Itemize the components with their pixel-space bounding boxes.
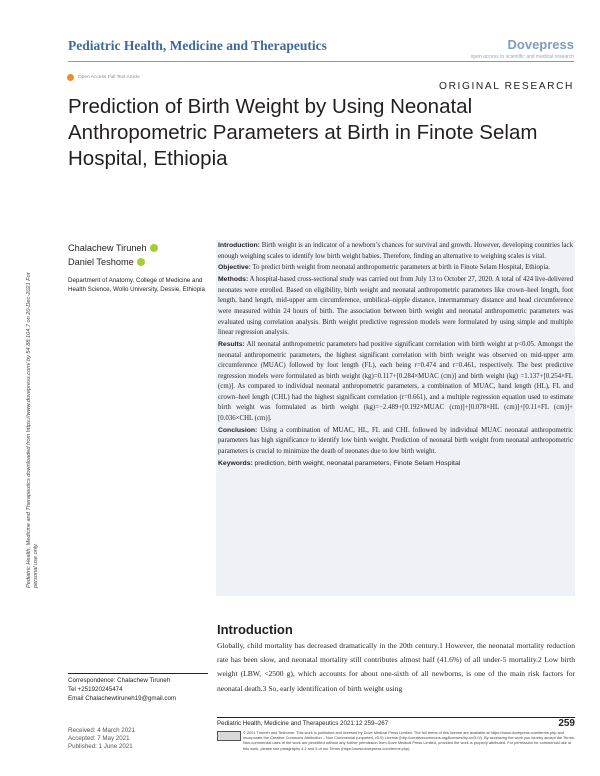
introduction-paragraph: Globally, child mortality has decreased dramatically in the 20th century.1 However, the neonatal mortality reduction rate has been slow, and neonatal mortality still contributes almost half (41.6%) of all under-5 mortality.2 Low birth weight (LBW, <2500 g), which accounts for about one-sixth of all newborns, is one of the main risk factors for neonatal death.3 So, early identification of birth weight using: [217, 641, 575, 693]
abstract-body: Using a combination of MUAC, HL, FL and CHL followed by individual MUAC neonatal anthropometric parameters has high significance to identify low birth weight. Prediction of neonatal birth weight from neonatal anthropometric parameters is crucial to minimize the death of neonates due to low birth weight.: [218, 426, 574, 456]
author-2: [68, 255, 158, 269]
download-notice-text: Pediatric Health, Medicine and Therapeutics downloaded from https://www.dovepress.com/ by 54.88.104.7 on 20-Dec-2021 For personal use only.: [26, 272, 39, 588]
abstract-introduction: [218, 241, 573, 262]
footer-citation[interactable]: Pediatric Health, Medicine and Therapeutics 2021:12 259–267: [217, 720, 389, 727]
page-number: 259: [558, 718, 575, 729]
cc-license-icon[interactable]: [217, 731, 241, 741]
abstract-label: Methods:: [218, 276, 249, 284]
article-type: ORIGINAL RESEARCH: [439, 81, 574, 92]
correspondence-tel: Tel +251920245474: [68, 686, 123, 693]
open-access-icon: [67, 74, 74, 81]
download-notice: [0, 130, 46, 600]
orcid-icon[interactable]: [150, 244, 158, 252]
abstract-label: Introduction:: [218, 242, 260, 249]
introduction-text: [217, 639, 575, 696]
date-accepted: Accepted: 7 May 2021: [68, 735, 130, 743]
abstract-body: To predict birth weight from neonatal anthropometric parameters at birth in Finote Selam Hospital, Ethiopia.: [252, 264, 550, 272]
author-list: [68, 241, 158, 269]
abstract-keywords: [218, 459, 573, 470]
footer-divider: [217, 717, 575, 718]
abstract-box: [216, 240, 575, 596]
correspondence: [68, 673, 208, 703]
orcid-icon[interactable]: [137, 258, 145, 266]
date-received: Received: 4 March 2021: [68, 727, 136, 734]
correspondence-email[interactable]: Email Chalachewtiruneh19@gmail.com: [68, 695, 177, 702]
author-name: Daniel Teshome: [68, 257, 134, 267]
abstract-label: Results:: [218, 340, 245, 348]
abstract-results: [218, 340, 573, 425]
journal-name[interactable]: Pediatric Health, Medicine and Therapeutics: [68, 38, 327, 53]
affiliation: Department of Anatomy, College of Medicine and Health Science, Wollo University, Dessie, Ethiopia: [68, 277, 205, 293]
author-1: [68, 241, 158, 255]
abstract-body: All neonatal anthropometric parameters had positive significant correlation with birth weight at p<0.05. Amongst the neonatal anthropometric parameters, the highest significant correlation with birth weight was observed on mid-upper arm circumference (MUAC) followed by foot length (FL), each being r=0.474 and r=0.461, respectively. The best predictive regression models were formulated as birth weight (kg)=0.117+[0.284×MUAC (cm)] and birth weight (kg) =1.137+[0.254×FL (cm)]. As compared to individual neonatal anthropometric parameters, a combination of MUAC, hand length (HL), FL and crown–heel length (CHL) had the highest significant correlation (r=0.661), and a multiple regression equation used to estimate birth weight was formulated as birth weight (kg)=−2.489+[0.192×MUAC (cm)]+[0.078×HL (cm)]+[0.11×FL (cm)]+[0.036×CHL (cm)].: [218, 340, 573, 423]
abstract-body: prediction, birth weight, neonatal parameters, Finote Selam Hospital: [254, 459, 461, 467]
abstract-body: A hospital-based cross-sectional study was carried out from July 13 to October 27, 2020. A total of 424 live-delivered neonates were enrolled. Based on eligibility, birth weight and neonatal anthropometric parameters like crown–heel length, foot length, hand length, mid-upper arm circumference, umbilical–nipple distance, intermammary distance and head circumference were measured within 24 hours of birth. The association between birth weight and neonatal anthropometric parameters was evaluated using correlation analysis. Birth weight predictive regression models were formulated by using simple and multiple linear regression analysis.: [218, 276, 573, 337]
publisher-logo[interactable]: Dovepress: [507, 37, 574, 52]
date-published: Published: 1 June 2021: [68, 743, 133, 751]
author-name: Chalachew Tiruneh: [68, 243, 147, 253]
abstract-label: Conclusion:: [218, 426, 258, 434]
article-title: Prediction of Birth Weight by Using Neonatal Anthropometric Parameters at Birth in Finote Selam Hospital, Ethiopia: [68, 95, 538, 170]
abstract-text: [218, 241, 573, 471]
introduction-heading: Introduction: [217, 622, 293, 637]
open-access-label: Open Access Full Text Article: [78, 75, 140, 80]
abstract-objective: [218, 263, 573, 274]
abstract-label: Objective:: [218, 264, 251, 272]
publisher-tagline: open access to scientific and medical research: [470, 54, 574, 60]
article-dates: [68, 727, 135, 752]
header-divider: [68, 61, 574, 62]
license-text: © 2021 Tiruneh and Teshome. This work is published and licensed by Dove Medical Press Limited. The full terms of this license are available at https://www.dovepress.com/terms.php and incorporate the Creative Commons Attribution – Non Commercial (unported, v3.0) License (http://creativecommons.org/licenses/by-nc/3.0/). By accessing the work you hereby accept the Terms. Non-commercial uses of the work are permitted without any further permission from Dove Medical Press Limited, provided the work is properly attributed. For permission for commercial use of this work, please see paragraphs 4.2 and 5 of our Terms (https://www.dovepress.com/terms.php).: [243, 730, 575, 751]
abstract-label: Keywords:: [218, 459, 253, 467]
abstract-methods: [218, 275, 573, 339]
correspondence-label: Correspondence: Chalachew Tiruneh: [68, 677, 171, 684]
abstract-conclusion: [218, 426, 573, 458]
abstract-body: Birth weight is an indicator of a newborn’s chances for survival and growth. However, developing countries lack enough weighing scales to identify low birth weight babies. Therefore, finding an alternative to weighing scales is vital.: [218, 242, 573, 260]
